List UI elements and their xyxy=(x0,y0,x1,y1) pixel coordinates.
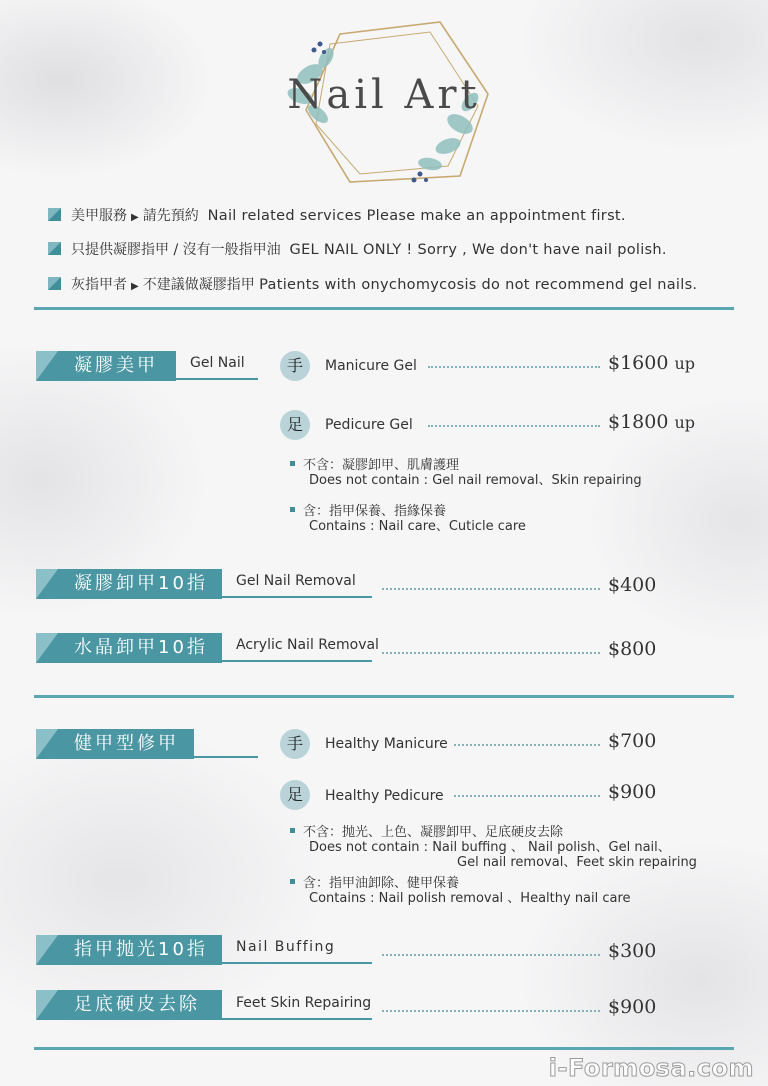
excludes-en-1: Does not contain : Nail buffing 、 Nail polish、Gel nail、 xyxy=(309,840,671,855)
healthy-includes xyxy=(290,876,631,906)
excludes-en: Does not contain : Gel nail removal、Skin repairing xyxy=(309,473,642,488)
includes-en: Contains : Nail care、Cuticle care xyxy=(309,519,526,534)
dot-leader xyxy=(382,650,600,654)
watermark: i-Formosa.com xyxy=(548,1054,754,1082)
category-feet-skin: 足底硬皮去除 xyxy=(36,990,222,1020)
category-underline xyxy=(194,756,258,758)
item-name: Pedicure Gel xyxy=(325,417,413,433)
note-en: GEL NAIL ONLY ! Sorry , We don't have nail polish. xyxy=(289,242,667,258)
square-bullet-icon xyxy=(48,242,61,255)
note-gel-only xyxy=(48,239,667,259)
bullet-icon xyxy=(290,828,295,833)
divider xyxy=(34,695,734,698)
category-healthy-nail: 健甲型修甲 xyxy=(36,729,194,759)
page-title: Nail Art xyxy=(287,72,481,118)
category-subtitle: Nail Buffing xyxy=(236,939,336,955)
triangle-right-icon: ▶ xyxy=(131,212,139,223)
excludes-zh: 不含：抛光、上色、凝膠卸甲、足底硬皮去除 xyxy=(303,825,564,840)
item-price xyxy=(608,352,695,374)
price-value: $300 xyxy=(608,940,657,962)
category-underline xyxy=(222,596,372,598)
divider xyxy=(34,1047,734,1050)
price-value: $900 xyxy=(608,781,657,803)
includes-en: Contains : Nail polish removal 、Healthy nail care xyxy=(309,891,631,906)
category-acrylic-removal: 水晶卸甲10指 xyxy=(36,633,222,663)
category-gel-removal: 凝膠卸甲10指 xyxy=(36,569,222,599)
category-subtitle: Gel Nail Removal xyxy=(236,573,356,589)
item-price xyxy=(608,411,695,433)
category-gel-nail: 凝膠美甲 xyxy=(36,351,176,381)
includes-zh: 含：指甲保養、指緣保養 xyxy=(303,504,447,519)
dot-leader xyxy=(382,586,600,590)
dot-leader xyxy=(428,423,600,427)
item-name: Healthy Pedicure xyxy=(325,788,444,804)
category-underline xyxy=(222,1018,372,1020)
price-suffix: up xyxy=(674,354,696,373)
category-underline xyxy=(222,660,372,662)
foot-badge: 足 xyxy=(280,410,310,440)
divider xyxy=(34,307,734,310)
category-underline xyxy=(222,962,372,964)
square-bullet-icon xyxy=(48,208,61,221)
gel-includes xyxy=(290,504,526,534)
price-value: $1800 xyxy=(608,411,669,433)
category-subtitle: Feet Skin Repairing xyxy=(236,995,372,1011)
price-value: $900 xyxy=(608,996,657,1018)
category-nail-buffing: 指甲抛光10指 xyxy=(36,935,222,965)
category-underline xyxy=(176,378,258,380)
note-zh: 只提供凝膠指甲 / 沒有一般指甲油 xyxy=(71,242,281,258)
category-subtitle: Acrylic Nail Removal xyxy=(236,637,379,653)
category-subtitle: Gel Nail xyxy=(190,355,245,371)
dot-leader xyxy=(428,364,600,368)
note-en: Patients with onychomycosis do not recommend gel nails. xyxy=(259,277,698,293)
note-zh-2: 不建議做凝膠指甲 xyxy=(142,277,255,293)
excludes-zh: 不含：凝膠卸甲、肌膚護理 xyxy=(303,458,460,473)
square-bullet-icon xyxy=(48,277,61,290)
hand-badge: 手 xyxy=(280,351,310,381)
price-value: $400 xyxy=(608,574,657,596)
includes-zh: 含：指甲油卸除、健甲保養 xyxy=(303,876,460,891)
price-value: $700 xyxy=(608,730,657,752)
healthy-excludes xyxy=(290,825,697,870)
price-value: $1600 xyxy=(608,352,669,374)
note-zh: 灰指甲者 xyxy=(71,277,127,293)
note-zh-2: 請先預約 xyxy=(142,208,199,224)
bullet-icon xyxy=(290,507,295,512)
dot-leader xyxy=(454,793,600,797)
foot-badge: 足 xyxy=(280,780,310,810)
note-appointment xyxy=(48,205,626,225)
dot-leader xyxy=(454,742,600,746)
item-name: Healthy Manicure xyxy=(325,736,448,752)
note-onychomycosis xyxy=(48,274,697,294)
dot-leader xyxy=(382,952,600,956)
bullet-icon xyxy=(290,461,295,466)
excludes-en-2: Gel nail removal、Feet skin repairing xyxy=(457,855,697,870)
item-name: Manicure Gel xyxy=(325,358,417,374)
note-zh: 美甲服務 xyxy=(71,208,127,224)
hand-badge: 手 xyxy=(280,729,310,759)
price-suffix: up xyxy=(674,413,696,432)
price-value: $800 xyxy=(608,638,657,660)
bullet-icon xyxy=(290,879,295,884)
note-en: Nail related services Please make an appointment first. xyxy=(207,208,626,224)
triangle-right-icon: ▶ xyxy=(131,281,139,292)
gel-excludes xyxy=(290,458,642,488)
dot-leader xyxy=(382,1008,600,1012)
